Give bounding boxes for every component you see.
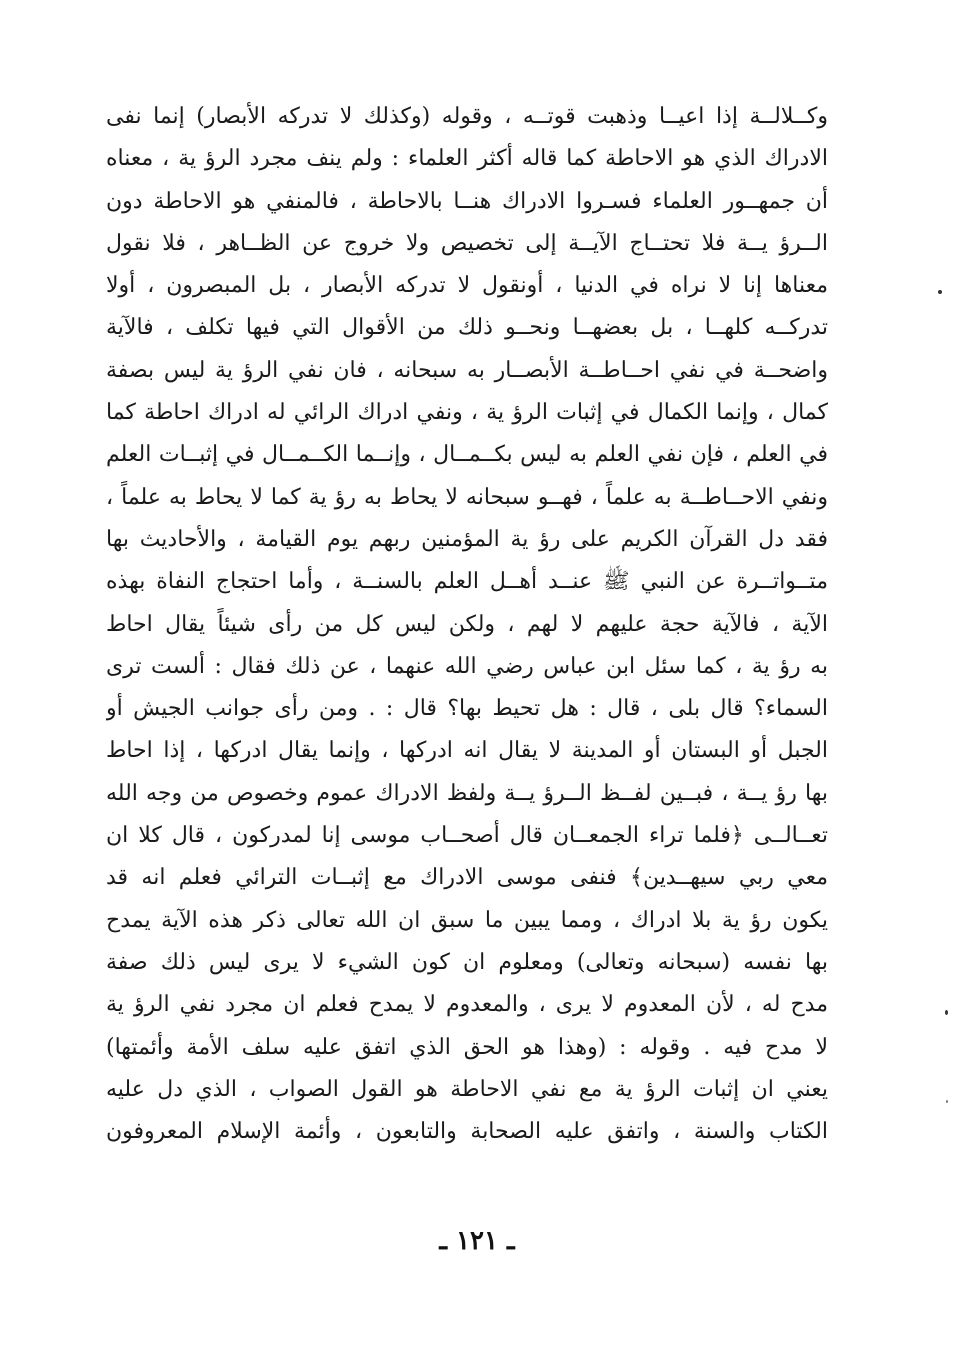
text-line: ونفي الاحــاطــة به علماً ، فهــو سبحانه لا يحاط به رؤ ية كما لا يحاط به علماً ، [106, 484, 828, 510]
text-line: معي ربي سيهــدين﴾ فنفى موسى الادراك مع إثبــات الترائي فعلم انه قد [106, 865, 828, 891]
text-line: كمال ، وإنما الكمال في إثبات الرؤ ية ، ونفي ادراك الرائي له ادراك احاطة كما [106, 400, 828, 426]
text-line: لا مدح فيه . وقوله : (وهذا هو الحق الذي اتفق عليه سلف الأمة وأئمتها) [106, 1034, 828, 1060]
text-line: تعــالــى ﴿فلما تراء الجمعــان قال أصحــاب موسى إنا لمدركون ، قال كلا ان [106, 823, 828, 849]
text-line: الادراك الذي هو الاحاطة كما قاله أكثر العلماء : ولم ينف مجرد الرؤ ية ، معناه [106, 146, 828, 172]
scan-speck [938, 290, 942, 294]
text-line: به رؤ ية ، كما سئل ابن عباس رضي الله عنهما ، عن ذلك فقال : ألست ترى [106, 653, 828, 679]
text-line: تدركــه كلهــا ، بل بعضهــا ونحــو ذلك من الأقوال التي فيها تكلف ، فالآية [106, 315, 828, 341]
text-line: مدح له ، لأن المعدوم لا يرى ، والمعدوم لا يمدح فعلم ان مجرد نفي الرؤ ية [106, 992, 828, 1018]
text-line: متــواتــرة عن النبي ﷺ عنــد أهــل العلم بالسنــة ، وأما احتجاج النفاة بهذه [106, 569, 828, 595]
text-line: الجبل أو البستان أو المدينة لا يقال انه ادركها ، وإنما يقال ادركها ، إذا احاط [106, 738, 828, 764]
text-line: الكتاب والسنة ، واتفق عليه الصحابة والتابعون ، وأئمة الإسلام المعروفون [106, 1119, 828, 1145]
body-text [106, 96, 828, 1153]
text-line: يعني ان إثبات الرؤ ية مع نفي الاحاطة هو القول الصواب ، الذي دل عليه [106, 1076, 828, 1102]
text-line: بها رؤ يــة ، فبــين لفــظ الــرؤ يــة ولفظ الادراك عموم وخصوص من وجه الله [106, 780, 828, 806]
text-line: بها نفسه (سبحانه وتعالى) ومعلوم ان كون الشيء لا يرى ليس ذلك صفة [106, 949, 828, 975]
page-number: ـ ١٢١ ـ [439, 1226, 515, 1256]
text-line: فقد دل القرآن الكريم على رؤ ية المؤمنين ربهم يوم القيامة ، والأحاديث بها [106, 526, 828, 552]
text-line: وكــلالــة إذا اعيــا وذهبت قوتــه ، وقوله (وكذلك لا تدركه الأبصار) إنما نفى [106, 104, 828, 129]
text-line: أن جمهــور العلماء فسـروا الادراك هنــا بالاحاطة ، فالمنفي هو الاحاطة دون [106, 188, 828, 214]
text-line: في العلم ، فإن نفي العلم به ليس بكــمــال ، وإنــما الكــمــال في إثبــات العلم [106, 442, 828, 468]
scan-speck [945, 1010, 948, 1015]
text-line: الآية ، فالآية حجة عليهم لا لهم ، ولكن ليس كل من رأى شيئاً يقال احاط [106, 611, 828, 637]
text-line: واضحــة في نفي احــاطــة الأبصــار به سبحانه ، فان نفي الرؤ ية ليس بصفة [106, 357, 828, 383]
text-line: الــرؤ يــة فلا تحتــاج الآيــة إلى تخصيص ولا خروج عن الظــاهر ، فلا نقول [106, 230, 828, 256]
text-line: معناها إنا لا نراه في الدنيا ، أونقول لا تدركه الأبصار ، بل المبصرون ، أولا [106, 273, 828, 299]
text-line: السماء؟ قال بلى ، قال : هل تحيط بها؟ قال : . ومن رأى جوانب الجيش أو [106, 696, 828, 722]
text-line: يكون رؤ ية بلا ادراك ، ومما يبين ما سبق ان الله تعالى ذكر هذه الآية يمدح [106, 907, 828, 933]
scan-speck [946, 1100, 948, 1103]
